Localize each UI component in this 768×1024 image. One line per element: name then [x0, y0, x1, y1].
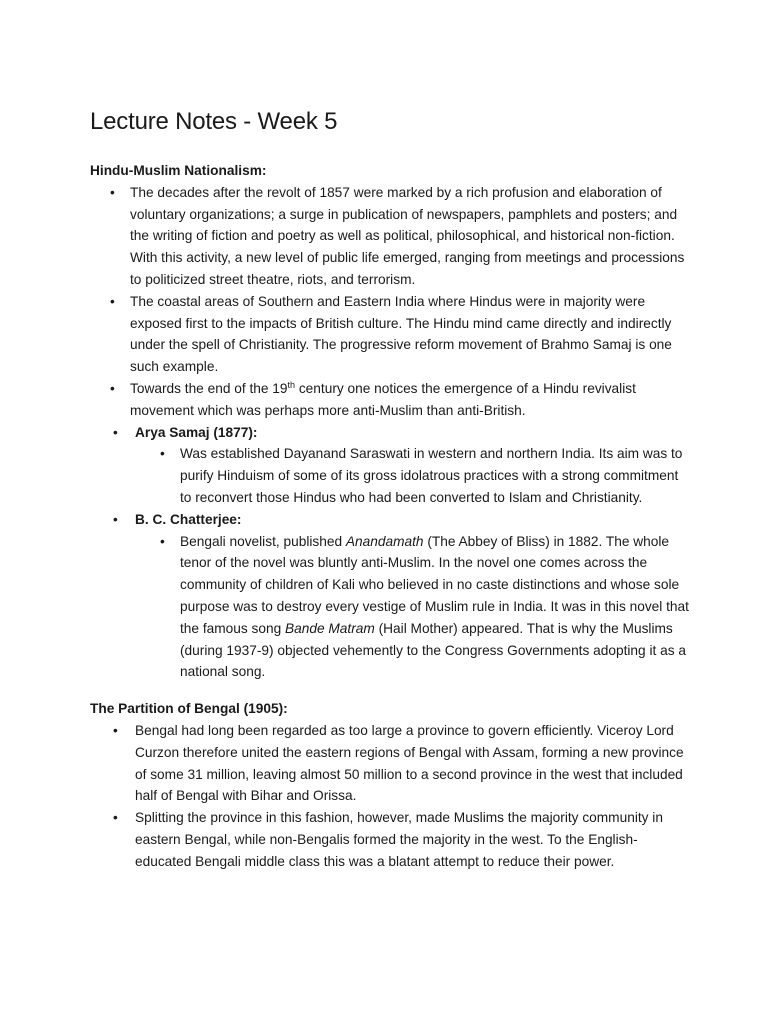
book-title: Anandamath — [345, 533, 424, 549]
paragraph-text: (Hail Mother) appeared. That is why the Muslims (during 1937-9) objected vehemently to the Congress Governments adopting it as a national song. — [180, 620, 686, 680]
paragraph-text: Towards the end of the 19 — [130, 380, 288, 396]
paragraph-text: (The Abbey of Bliss) in 1882. The whole tenor of the novel was bluntly anti-Muslim. In the novel one comes across the community of children of Kali who believed in no caste distinctions and whose sole purpose was to destroy every vestige of Muslim rule in India. It was in this novel that the famous song — [180, 533, 689, 636]
list-item — [90, 807, 690, 872]
page-title: Lecture Notes - Week 5 — [90, 108, 338, 135]
paragraph-text: The decades after the revolt of 1857 were marked by a rich profusion and elaboration of voluntary organizations; a surge in publication of newspapers, pamphlets and posters; and the writing of fiction and poetry as well as political, philosophical, and historical non-fiction. With this activity, a new level of public life emerged, ranging from meetings and processions to politicized street theatre, riots, and terrorism. — [130, 184, 685, 287]
list-item — [135, 531, 690, 684]
subheading-label: B. C. Chatterjee: — [135, 511, 242, 527]
list-item — [90, 720, 690, 807]
section-heading-partition: The Partition of Bengal (1905): — [90, 701, 288, 717]
paragraph-text: Bengali novelist, published — [180, 533, 346, 549]
paragraph-text: century one notices the emergence of a Hindu revivalist movement which was perhaps more anti-Muslim than anti-British. — [130, 380, 636, 418]
paragraph-text: Was established Dayanand Saraswati in western and northern India. Its aim was to purify Hinduism of some of its gross idolatrous practices with a strong commitment to reconvert those Hindus who had been converted to Islam and Christianity. — [180, 446, 683, 505]
paragraph-text: Splitting the province in this fashion, however, made Muslims the majority community in eastern Bengal, while non-Bengalis formed the majority in the west. To the English-educated Bengali middle class this was a blatant attempt to reduce their power. — [135, 810, 663, 869]
list-item — [90, 291, 690, 378]
document-body — [90, 160, 690, 873]
bc-chatterjee-list — [135, 531, 690, 684]
song-title: Bande Matram — [285, 620, 375, 636]
paragraph-text: The coastal areas of Southern and Eastern India where Hindus were in majority were exposed first to the impacts of British culture. The Hindu mind came directly and indirectly under the spell of Christianity. The progressive reform movement of Brahmo Samaj is one such example. — [130, 293, 672, 375]
subheading-arya-samaj — [90, 422, 690, 509]
nationalism-list — [90, 182, 690, 683]
list-item — [90, 182, 690, 291]
list-item — [90, 378, 690, 422]
superscript: th — [287, 379, 296, 390]
subheading-bc-chatterjee — [90, 509, 690, 683]
section-heading-nationalism: Hindu-Muslim Nationalism: — [90, 163, 267, 178]
arya-samaj-list — [135, 443, 690, 508]
partition-list — [90, 720, 690, 873]
list-item — [135, 443, 690, 508]
paragraph-text: Bengal had long been regarded as too large a province to govern efficiently. Viceroy Lord Curzon therefore united the eastern regions of Bengal with Assam, forming a new province of some 31 million, leaving almost 50 million to a second province in the west that included half of Bengal with Bihar and Orissa. — [135, 722, 684, 804]
subheading-label: Arya Samaj (1877): — [135, 424, 258, 440]
section-gap — [90, 683, 690, 698]
